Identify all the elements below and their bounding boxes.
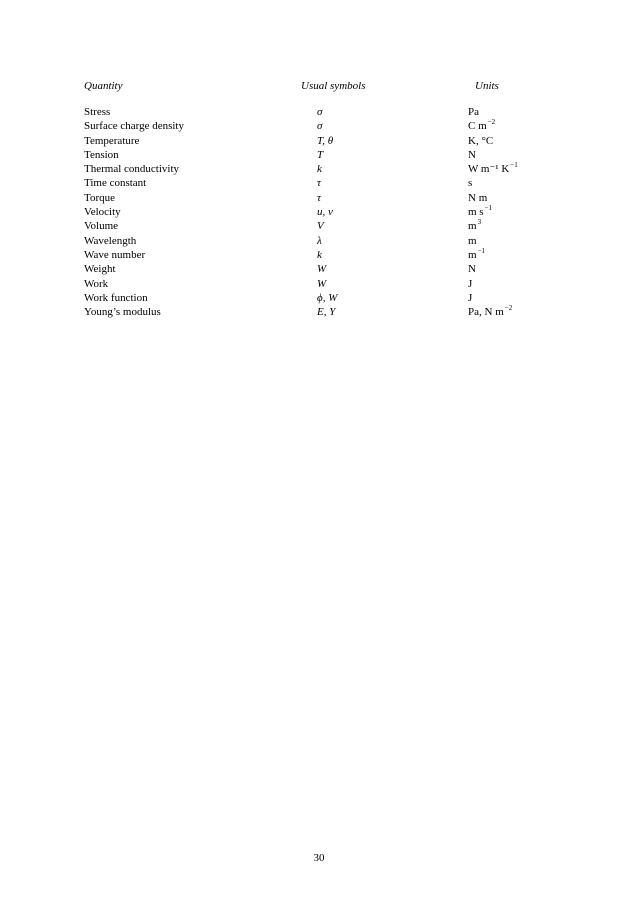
unit-exponent: 3: [477, 218, 482, 227]
table-row: [0, 205, 638, 219]
table-row: [0, 305, 638, 319]
table-body: [0, 105, 638, 319]
symbol-cell: k: [317, 163, 322, 176]
unit-exponent: −1: [477, 246, 486, 255]
table-row: [0, 248, 638, 262]
table-row: [0, 119, 638, 133]
unit-cell: [468, 162, 518, 177]
unit-text: m: [468, 234, 477, 247]
unit-cell: [468, 234, 478, 249]
table-row: [0, 262, 638, 276]
quantity-cell: Surface charge density: [84, 120, 184, 133]
symbol-cell: σ: [317, 106, 323, 118]
unit-cell: [468, 262, 477, 277]
quantity-cell: Thermal conductivity: [84, 163, 179, 176]
unit-text: Pa, N m: [468, 306, 504, 319]
symbol-cell: λ: [317, 234, 322, 247]
unit-cell: [468, 105, 480, 120]
table-row: [0, 134, 638, 148]
symbol-cell: τ: [317, 191, 321, 204]
table-header: [0, 79, 638, 93]
unit-exponent: −1: [510, 161, 518, 170]
unit-cell: [468, 219, 481, 234]
unit-text: J: [468, 291, 473, 304]
header-quantity: Quantity: [84, 80, 123, 92]
symbol-cell: E, Y: [317, 306, 336, 319]
table-row: [0, 234, 638, 248]
symbol-cell: T, θ: [317, 134, 334, 147]
table-row: [0, 148, 638, 162]
unit-cell: [468, 119, 495, 134]
unit-text: Pa: [468, 106, 479, 118]
quantity-cell: Work: [84, 277, 109, 290]
table-row: [0, 162, 638, 176]
page-number: 30: [313, 852, 325, 864]
unit-exponent: −1: [484, 204, 493, 213]
unit-text: m: [468, 248, 477, 261]
unit-text: N m: [468, 191, 488, 204]
unit-text: s: [468, 177, 473, 190]
unit-text: J: [468, 277, 473, 290]
unit-exponent: −2: [504, 304, 513, 313]
quantity-cell: Torque: [84, 191, 115, 204]
symbol-cell: V: [317, 220, 324, 233]
symbol-cell: τ: [317, 177, 321, 190]
unit-cell: [468, 248, 485, 263]
quantity-cell: Young’s modulus: [84, 306, 161, 319]
unit-text: C m: [468, 120, 487, 133]
quantity-cell: Wavelength: [84, 234, 137, 247]
table-row: [0, 277, 638, 291]
unit-text: N: [468, 148, 476, 161]
symbol-cell: u, v: [317, 206, 333, 219]
symbol-cell: ϕ, W: [317, 291, 338, 304]
unit-cell: [468, 277, 473, 292]
unit-text: N: [468, 263, 476, 276]
unit-cell: [468, 134, 494, 149]
quantity-cell: Tension: [84, 148, 119, 161]
table-row: [0, 105, 638, 119]
unit-cell: [468, 291, 473, 306]
unit-cell: [468, 148, 477, 163]
quantity-cell: Volume: [84, 220, 119, 233]
quantity-cell: Work function: [84, 291, 148, 304]
unit-exponent: −2: [487, 118, 496, 127]
unit-text: K, °C: [468, 134, 494, 147]
symbol-cell: W: [317, 263, 327, 276]
table-row: [0, 176, 638, 190]
symbol-cell: k: [317, 248, 322, 261]
table-row: [0, 219, 638, 233]
quantity-cell: Wave number: [84, 248, 146, 261]
unit-text: m s: [468, 206, 484, 219]
symbol-cell: W: [317, 277, 327, 290]
quantity-cell: Velocity: [84, 206, 121, 219]
unit-cell: [468, 305, 512, 320]
quantity-cell: Stress: [84, 106, 111, 118]
symbol-cell: σ: [317, 120, 323, 133]
unit-cell: [468, 176, 473, 191]
table-row: [0, 291, 638, 305]
symbol-cell: T: [317, 148, 324, 161]
unit-text: m: [468, 220, 477, 233]
table-row: [0, 191, 638, 205]
quantity-cell: Time constant: [84, 177, 147, 190]
quantity-cell: Weight: [84, 263, 116, 276]
quantity-cell: Temperature: [84, 134, 140, 147]
unit-text: W m⁻¹ K: [468, 163, 510, 176]
header-usual-symbols: Usual symbols: [301, 80, 366, 92]
header-units: Units: [475, 80, 499, 92]
